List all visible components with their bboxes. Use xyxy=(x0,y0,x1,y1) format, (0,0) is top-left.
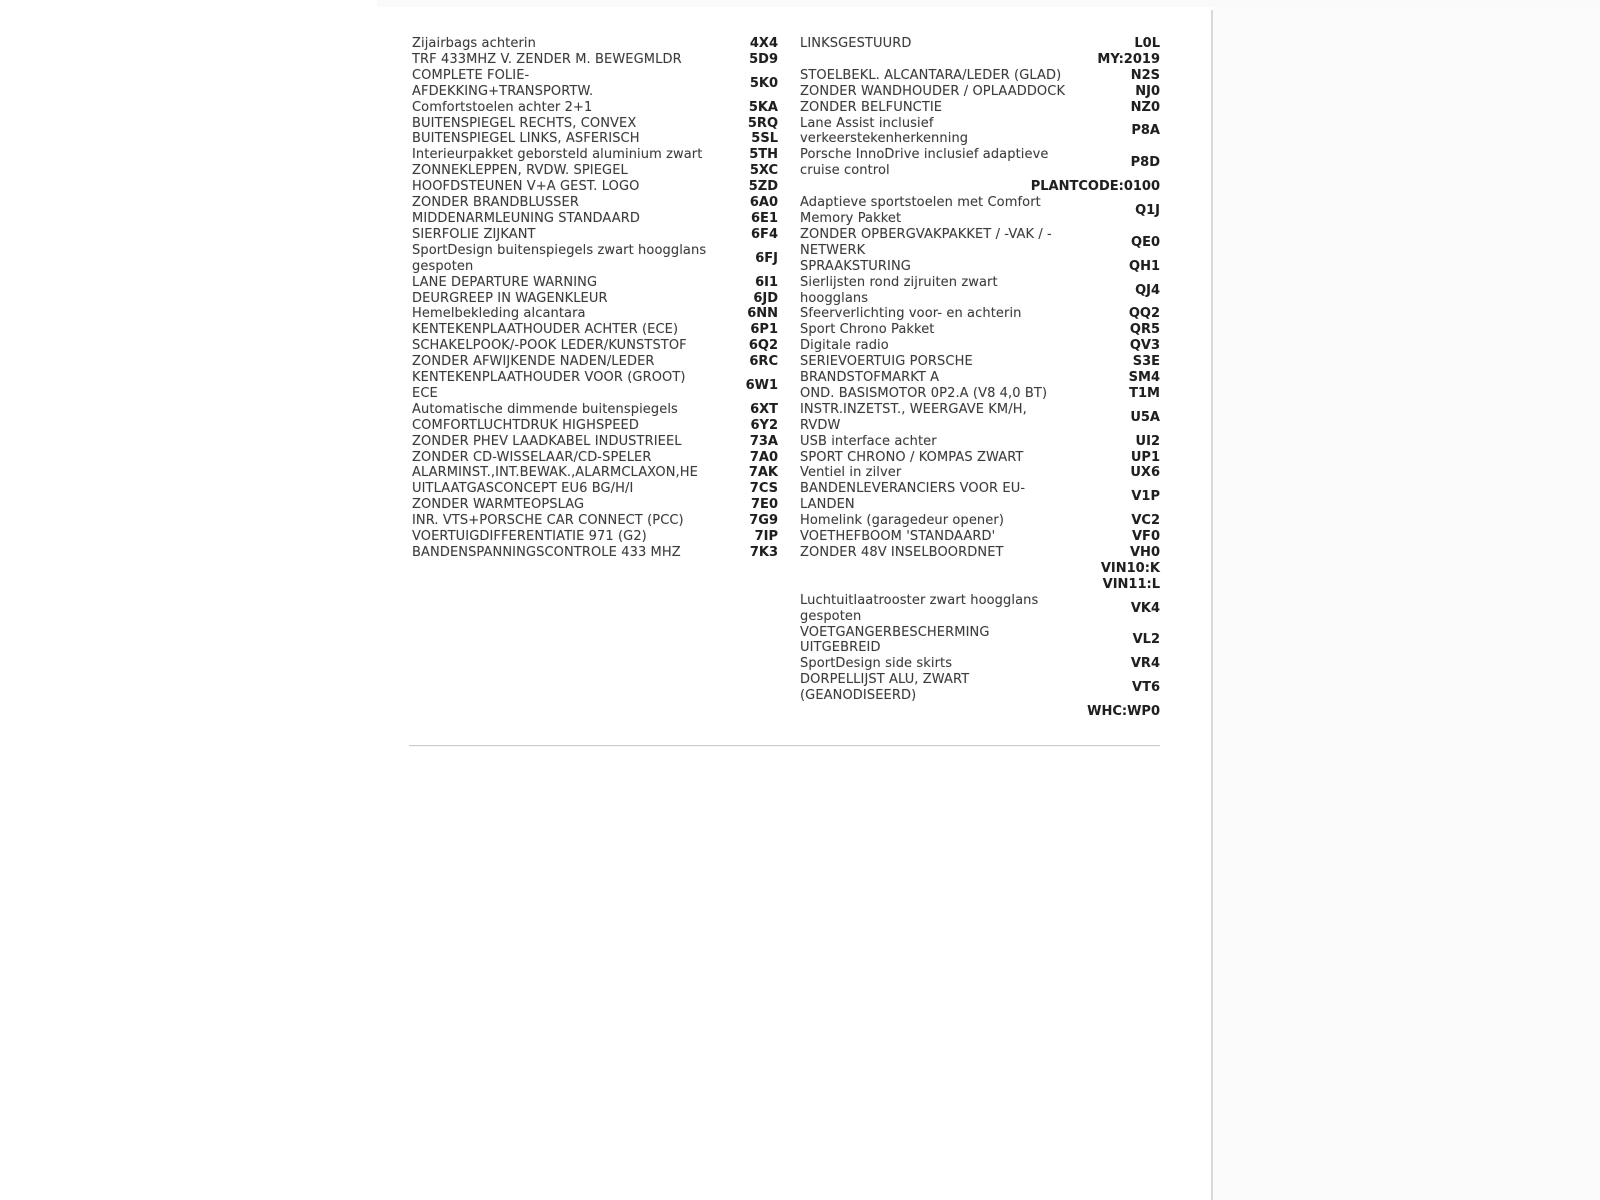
option-description-line: Luchtuitlaatrooster zwart hoogglans xyxy=(800,592,1039,608)
option-row xyxy=(412,52,778,68)
option-code: 5K0 xyxy=(749,75,778,91)
option-description-line: OND. BASISMOTOR 0P2.A (V8 4,0 BT) xyxy=(800,385,1048,401)
option-code: 5RQ xyxy=(747,115,778,131)
option-description-line: SERIEVOERTUIG PORSCHE xyxy=(800,354,973,370)
option-code: 6F4 xyxy=(751,226,778,242)
option-description-line: gespoten xyxy=(412,258,474,274)
option-code: 73A xyxy=(749,433,778,449)
option-row xyxy=(800,513,1160,529)
option-description-line: BUITENSPIEGEL RECHTS, CONVEX xyxy=(412,115,637,131)
option-description xyxy=(412,322,742,338)
option-code: 7A0 xyxy=(749,449,778,465)
option-description xyxy=(412,179,741,195)
scan-background-strip xyxy=(1213,0,1600,1200)
option-description-line: ZONDER OPBERGVAKPAKKET / -VAK / - xyxy=(800,226,1052,242)
content-divider-line xyxy=(409,745,1160,746)
option-row xyxy=(800,36,1160,52)
option-code: 6Q2 xyxy=(748,338,778,354)
option-description xyxy=(412,402,742,418)
option-description xyxy=(800,354,1125,370)
option-description-line: BRANDSTOFMARKT A xyxy=(800,370,940,386)
option-description-line: SCHAKELPOOK/-POOK LEDER/KUNSTSTOF xyxy=(412,338,687,354)
option-row xyxy=(412,163,778,179)
option-row xyxy=(800,593,1160,625)
option-row xyxy=(412,116,778,132)
option-description xyxy=(412,418,742,434)
option-code: 5XC xyxy=(749,163,778,179)
option-description-line xyxy=(800,704,1079,720)
option-row xyxy=(412,513,778,529)
option-description xyxy=(412,68,742,100)
option-description-line: LINKSGESTUURD xyxy=(800,36,912,51)
option-description-line: BANDENSPANNINGSCONTROLE 433 MHZ xyxy=(412,545,681,560)
option-description-line: Hemelbekleding alcantara xyxy=(412,306,586,322)
option-row xyxy=(800,386,1160,402)
option-description xyxy=(800,52,1089,68)
option-row xyxy=(800,672,1160,704)
option-description xyxy=(412,243,747,275)
option-description-line: Memory Pakket xyxy=(800,210,902,226)
option-description-line: ALARMINST.,INT.BEWAK.,ALARMCLAXON,HE xyxy=(412,465,698,481)
option-description-line: AFDEKKING+TRANSPORTW. xyxy=(412,83,594,99)
option-description xyxy=(800,275,1127,307)
option-row xyxy=(800,704,1160,720)
option-row xyxy=(412,545,778,561)
option-description xyxy=(800,370,1121,386)
option-description xyxy=(412,100,741,116)
option-description-line xyxy=(800,52,1089,68)
option-code: P8D xyxy=(1130,155,1160,171)
option-description-line: Automatische dimmende buitenspiegels xyxy=(412,401,678,417)
option-row xyxy=(412,338,778,354)
option-code: 6W1 xyxy=(745,377,778,393)
option-description-line: ZONDER 48V INSELBOORDNET xyxy=(800,545,1004,560)
option-description xyxy=(412,211,743,227)
option-description xyxy=(800,227,1123,259)
option-row xyxy=(412,370,778,402)
options-column-right xyxy=(800,36,1160,720)
option-code: QR5 xyxy=(1129,322,1160,338)
option-row xyxy=(412,275,778,291)
option-description xyxy=(412,147,741,163)
option-code: VF0 xyxy=(1132,529,1160,545)
option-row xyxy=(800,561,1160,577)
option-description xyxy=(800,179,1023,195)
option-code: 6FJ xyxy=(755,250,778,266)
option-description-line: LANDEN xyxy=(800,497,855,513)
option-description xyxy=(412,497,743,513)
option-description xyxy=(800,656,1123,672)
option-row xyxy=(412,497,778,513)
option-row xyxy=(800,147,1160,179)
option-code: L0L xyxy=(1134,36,1160,51)
option-description-line: VOERTUIGDIFFERENTIATIE 971 (G2) xyxy=(412,529,647,545)
option-description-line: INSTR.INZETST., WEERGAVE KM/H, xyxy=(800,401,1027,417)
option-description-line: Homelink (garagedeur opener) xyxy=(800,513,1004,529)
option-row xyxy=(412,100,778,116)
option-row xyxy=(412,306,778,322)
option-row xyxy=(412,179,778,195)
option-row xyxy=(800,338,1160,354)
option-description-line: gespoten xyxy=(800,608,862,624)
option-description-line: DEURGREEP IN WAGENKLEUR xyxy=(412,290,608,306)
option-code: SM4 xyxy=(1128,370,1160,386)
option-description-line: Digitale radio xyxy=(800,338,889,354)
option-code: NZ0 xyxy=(1130,99,1160,115)
option-description-line: USB interface achter xyxy=(800,433,937,449)
option-code: 7G9 xyxy=(749,513,778,529)
option-description xyxy=(800,68,1123,84)
option-row xyxy=(800,481,1160,513)
option-description xyxy=(412,36,742,52)
option-code: 5ZD xyxy=(748,179,778,195)
option-description xyxy=(800,625,1125,657)
option-description xyxy=(800,672,1124,704)
option-code: 6NN xyxy=(747,306,778,322)
option-row xyxy=(800,100,1160,116)
option-description xyxy=(800,402,1122,434)
option-description xyxy=(800,545,1122,561)
option-description-line: SportDesign buitenspiegels zwart hoogglans xyxy=(412,242,707,258)
option-row xyxy=(800,306,1160,322)
option-description-line: LANE DEPARTURE WARNING xyxy=(412,274,598,290)
option-description xyxy=(412,354,741,370)
option-row xyxy=(800,195,1160,227)
option-code: QQ2 xyxy=(1128,306,1160,322)
option-row xyxy=(800,259,1160,275)
option-description-line: SIERFOLIE ZIJKANT xyxy=(412,226,536,242)
option-code: 7K3 xyxy=(749,545,778,560)
option-description xyxy=(412,116,740,132)
option-row xyxy=(800,529,1160,545)
option-code: Q1J xyxy=(1135,203,1160,219)
option-code: 5D9 xyxy=(749,51,778,67)
option-description-line: RVDW xyxy=(800,417,841,433)
option-description-line: cruise control xyxy=(800,163,890,179)
option-description xyxy=(412,465,741,481)
option-description xyxy=(800,593,1123,625)
option-description xyxy=(800,386,1121,402)
option-description-line: BUITENSPIEGEL LINKS, ASFERISCH xyxy=(412,131,640,147)
option-description xyxy=(412,291,745,307)
option-description-line: Sfeerverlichting voor- en achterin xyxy=(800,306,1022,322)
option-description xyxy=(412,529,747,545)
option-description xyxy=(412,434,742,450)
option-row xyxy=(412,465,778,481)
option-row xyxy=(800,116,1160,148)
option-code: 7IP xyxy=(754,529,778,545)
option-code: 6P1 xyxy=(750,322,778,338)
option-description xyxy=(412,450,742,466)
option-row xyxy=(412,211,778,227)
option-code: UP1 xyxy=(1130,449,1160,465)
option-description xyxy=(412,131,743,147)
scan-artifact-top-band xyxy=(377,0,1600,7)
option-row xyxy=(412,131,778,147)
option-code: 4X4 xyxy=(749,36,778,51)
option-description-line: Zijairbags achterin xyxy=(412,36,536,51)
option-description xyxy=(412,338,741,354)
option-description xyxy=(800,529,1124,545)
option-description-line: Lane Assist inclusief xyxy=(800,115,934,131)
option-description xyxy=(800,84,1127,100)
option-description-line: ZONDER BRANDBLUSSER xyxy=(412,195,579,211)
option-code: N2S xyxy=(1130,67,1160,83)
option-description-line: Interieurpakket geborsteld aluminium zwart xyxy=(412,147,703,163)
option-row xyxy=(412,147,778,163)
option-row xyxy=(800,402,1160,434)
option-description xyxy=(412,545,742,561)
option-description-line: HOOFDSTEUNEN V+A GEST. LOGO xyxy=(412,179,640,195)
option-description-line: Adaptieve sportstoelen met Comfort xyxy=(800,195,1041,211)
option-description-line: Comfortstoelen achter 2+1 xyxy=(412,99,593,115)
option-description-line: Ventiel in zilver xyxy=(800,465,902,481)
option-row xyxy=(412,195,778,211)
option-description-line: MIDDENARMLEUNING STANDAARD xyxy=(412,210,640,226)
option-description xyxy=(800,577,1095,593)
option-code: 5TH xyxy=(749,147,778,163)
option-description xyxy=(800,481,1123,513)
option-row xyxy=(412,529,778,545)
option-row xyxy=(800,84,1160,100)
option-code: VL2 xyxy=(1132,632,1160,648)
option-description-line: SportDesign side skirts xyxy=(800,656,953,672)
option-code: U5A xyxy=(1130,409,1160,425)
option-description-line: SPORT CHRONO / KOMPAS ZWART xyxy=(800,449,1024,465)
option-description-line xyxy=(800,577,1095,593)
option-description-line: KENTEKENPLAATHOUDER VOOR (GROOT) xyxy=(412,370,686,386)
option-row xyxy=(800,656,1160,672)
option-description xyxy=(412,195,742,211)
option-row xyxy=(412,227,778,243)
option-description-line: ZONDER BELFUNCTIE xyxy=(800,99,943,115)
option-description-line: hoogglans xyxy=(800,290,869,306)
option-code: P8A xyxy=(1131,123,1160,139)
option-row xyxy=(800,450,1160,466)
option-row xyxy=(800,545,1160,561)
option-code: 7CS xyxy=(749,481,778,497)
option-code: PLANTCODE:0100 xyxy=(1030,179,1160,195)
option-row xyxy=(412,434,778,450)
option-code: VK4 xyxy=(1130,600,1160,616)
option-row xyxy=(412,481,778,497)
option-description-line: UITGEBREID xyxy=(800,640,881,656)
option-description-line: ZONDER PHEV LAADKABEL INDUSTRIEEL xyxy=(412,433,682,449)
option-description-line: Sierlijsten rond zijruiten zwart xyxy=(800,274,998,290)
option-description xyxy=(800,195,1127,227)
option-description xyxy=(800,465,1122,481)
option-description-line: (GEANODISEERD) xyxy=(800,688,917,704)
option-description-line: COMFORTLUCHTDRUK HIGHSPEED xyxy=(412,417,639,433)
option-description-line: ZONDER AFWIJKENDE NADEN/LEDER xyxy=(412,354,655,370)
option-description-line: NETWERK xyxy=(800,242,866,258)
option-description-line: SPRAAKSTURING xyxy=(800,258,911,274)
option-description xyxy=(800,259,1121,275)
option-code: QJ4 xyxy=(1135,282,1160,298)
option-description xyxy=(412,227,743,243)
option-description-line: ZONNEKLEPPEN, RVDW. SPIEGEL xyxy=(412,163,628,179)
option-description xyxy=(412,370,738,402)
option-description-line xyxy=(800,179,1023,195)
option-row xyxy=(800,625,1160,657)
option-description-line: ZONDER CD-WISSELAAR/CD-SPELER xyxy=(412,449,652,465)
option-description xyxy=(412,306,739,322)
option-code: QH1 xyxy=(1129,258,1160,274)
option-description xyxy=(800,450,1123,466)
option-description-line: DORPELLIJST ALU, ZWART xyxy=(800,672,970,688)
option-description xyxy=(412,513,741,529)
option-description-line: Porsche InnoDrive inclusief adaptieve xyxy=(800,147,1049,163)
option-description xyxy=(412,163,742,179)
option-row xyxy=(800,179,1160,195)
option-code: VIN11:L xyxy=(1102,576,1160,592)
option-row xyxy=(412,243,778,275)
option-description xyxy=(800,36,1126,52)
option-row xyxy=(412,354,778,370)
option-code: T1M xyxy=(1129,385,1160,401)
option-code: 6E1 xyxy=(751,210,778,226)
option-row xyxy=(412,291,778,307)
option-description-line xyxy=(800,561,1093,577)
option-row xyxy=(412,418,778,434)
option-description-line: UITLAATGASCONCEPT EU6 BG/H/I xyxy=(412,481,634,497)
option-code: VC2 xyxy=(1131,513,1160,529)
option-code: 7E0 xyxy=(751,497,778,513)
option-description-line: COMPLETE FOLIE- xyxy=(412,67,530,83)
option-description xyxy=(800,306,1121,322)
option-row xyxy=(800,275,1160,307)
option-row xyxy=(800,434,1160,450)
option-row xyxy=(800,577,1160,593)
options-column-left xyxy=(412,36,778,561)
option-code: VT6 xyxy=(1132,680,1160,696)
option-code: MY:2019 xyxy=(1097,51,1160,67)
option-code: UX6 xyxy=(1130,465,1160,481)
option-description xyxy=(800,704,1079,720)
option-row xyxy=(412,36,778,52)
option-description-line: STOELBEKL. ALCANTARA/LEDER (GLAD) xyxy=(800,67,1062,83)
option-row xyxy=(800,68,1160,84)
option-description-line: ECE xyxy=(412,385,438,401)
option-description-line: VOETHEFBOOM 'STANDAARD' xyxy=(800,529,996,545)
option-description xyxy=(800,513,1123,529)
option-description xyxy=(800,116,1123,148)
option-description-line: TRF 433MHZ V. ZENDER M. BEWEGMLDR xyxy=(412,51,682,67)
option-description xyxy=(412,275,747,291)
option-code: VIN10:K xyxy=(1100,560,1160,576)
option-row xyxy=(412,450,778,466)
option-description xyxy=(800,322,1122,338)
option-description-line: INR. VTS+PORSCHE CAR CONNECT (PCC) xyxy=(412,513,684,529)
option-code: 5SL xyxy=(751,131,778,147)
option-description xyxy=(800,147,1123,179)
option-description-line: BANDENLEVERANCIERS VOOR EU- xyxy=(800,481,1026,497)
option-code: V1P xyxy=(1131,489,1160,505)
option-code: 6RC xyxy=(749,354,778,370)
option-description-line: verkeerstekenherkenning xyxy=(800,131,969,147)
option-row xyxy=(412,68,778,100)
option-description-line: ZONDER WARMTEOPSLAG xyxy=(412,497,585,513)
option-code: 6I1 xyxy=(755,274,778,290)
option-code: 6Y2 xyxy=(750,417,778,433)
option-description xyxy=(800,338,1122,354)
option-code: QE0 xyxy=(1131,234,1160,250)
option-code: QV3 xyxy=(1129,338,1160,354)
option-code: VR4 xyxy=(1130,656,1160,672)
option-code: 6XT xyxy=(750,401,778,417)
option-description xyxy=(412,481,742,497)
option-description xyxy=(412,52,741,68)
option-row xyxy=(800,354,1160,370)
scan-edge-vertical-line xyxy=(1211,10,1213,1200)
option-row xyxy=(412,322,778,338)
option-description-line: KENTEKENPLAATHOUDER ACHTER (ECE) xyxy=(412,322,679,338)
option-description-line: Sport Chrono Pakket xyxy=(800,322,935,338)
option-description xyxy=(800,434,1128,450)
option-code: 6JD xyxy=(753,290,778,306)
option-code: 7AK xyxy=(748,465,778,481)
option-row xyxy=(800,465,1160,481)
option-code: NJ0 xyxy=(1135,83,1160,99)
option-description xyxy=(800,100,1123,116)
option-row xyxy=(800,370,1160,386)
option-description xyxy=(800,561,1093,577)
option-code: 5KA xyxy=(748,99,778,115)
option-code: S3E xyxy=(1132,354,1160,370)
option-row xyxy=(412,402,778,418)
option-code: 6A0 xyxy=(749,195,778,211)
option-row xyxy=(800,322,1160,338)
option-row xyxy=(800,227,1160,259)
option-code: WHC:WP0 xyxy=(1087,704,1160,720)
option-code: VH0 xyxy=(1130,545,1160,560)
option-description-line: ZONDER WANDHOUDER / OPLAADDOCK xyxy=(800,83,1066,99)
option-row xyxy=(800,52,1160,68)
option-code: UI2 xyxy=(1135,433,1160,449)
option-description-line: VOETGANGERBESCHERMING xyxy=(800,624,990,640)
